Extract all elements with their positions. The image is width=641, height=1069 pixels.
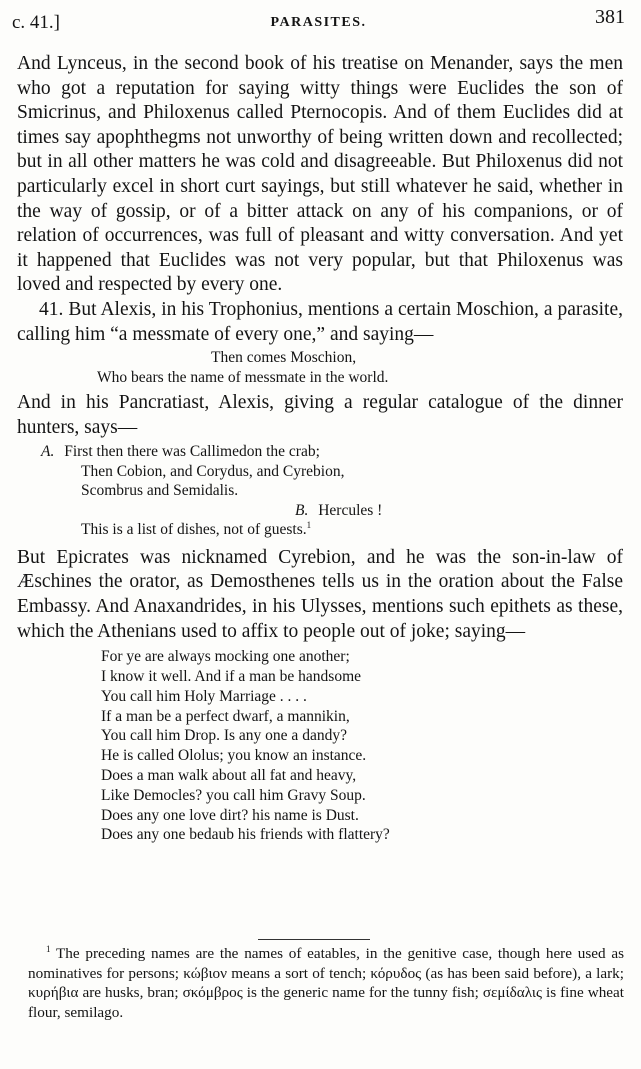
footnote [28, 944, 624, 1022]
verse-line: Hercules ! [318, 501, 383, 519]
verse-line: Then comes Moschion, [211, 349, 357, 367]
verse-catalogue [17, 442, 623, 540]
verse-line: For ye are always mocking one another; [101, 648, 350, 666]
running-title: PARASITES. [270, 15, 367, 30]
paragraph-epicrates: But Epicrates was nicknamed Cyrebion, and he was the son-in-law of Æschines the orator, as Demosthenes tells us in the oration about the False Embassy. And Anaxandrides, in his Ulysses, mentions such epithets as these, which the Athenians used to affix to people out of joke; saying— [17, 546, 623, 642]
verse-line: Does any one love dirt? his name is Dust. [101, 806, 359, 824]
verse-line: If a man be a perfect dwarf, a mannikin, [101, 707, 350, 725]
footnote-text: The preceding names are the names of eatables, in the genitive case, though here used as nominatives for persons; κώβιον means a sort of tench; κόρυδος (as has been said before), a lark; κυρήβια are husks, bran; σκόμβρος is the generic name for the tunny fish; σεμίδαλις is fine wheat flour, semilago. [28, 945, 624, 1021]
verse-line: Like Democles? you call him Gravy Soup. [101, 786, 366, 804]
footnote-reference: 1 [306, 520, 312, 531]
footnote-divider [258, 939, 370, 940]
paragraph-pancratiast: And in his Pancratiast, Alexis, giving a regular catalogue of the dinner hunters, says— [17, 392, 623, 438]
verse-anaxandrides [17, 647, 623, 845]
speaker-label: A. [41, 443, 55, 461]
verse-line: Who bears the name of messmate in the world. [97, 368, 389, 386]
running-header [12, 6, 625, 32]
verse-line: You call him Drop. Is any one a dandy? [101, 727, 347, 745]
chapter-marker: c. 41.] [12, 12, 61, 33]
verse-line: This is a list of dishes, not of guests. [81, 521, 307, 539]
verse-line: First then there was Callimedon the crab; [64, 443, 320, 461]
paragraph-lynceus: And Lynceus, in the second book of his treatise on Menander, says the men who got a reputation for saying witty things were Euclides the son of Smicrinus, and Philoxenus called Pternocopis. And of them Euclides did at times say apophthegms not unworthy of being written down and recollected; but in all other matters he was cold and disagreeable. But Philoxenus did not particularly excel in short curt sayings, but still whatever he said, whether in the way of gossip, or of a bitter attack on any of his companions, or of relation of occurrences, was full of pleasant and witty conversation. And yet it happened that Euclides was not very popular, but that Philoxenus was loved and respected by every one. [17, 53, 623, 296]
verse-line: I know it well. And if a man be handsome [101, 667, 362, 685]
verse-line: Scombrus and Semidalis. [81, 482, 239, 500]
verse-line: He is called Ololus; you know an instance. [101, 747, 367, 765]
paragraph-alexis-trophonius: 41. But Alexis, in his Trophonius, mentions a certain Moschion, a parasite, calling him “a messmate of every one,” and saying— [17, 298, 623, 345]
page-number: 381 [595, 6, 625, 28]
verse-line: Then Cobion, and Corydus, and Cyrebion, [81, 462, 345, 480]
verse-line: You call him Holy Marriage . . . . [101, 687, 307, 705]
footnote-mark: 1 [46, 943, 51, 954]
verse-line: Does a man walk about all fat and heavy, [101, 766, 357, 784]
verse-moschion [17, 348, 623, 387]
page-body [17, 52, 623, 845]
speaker-label: B. [295, 501, 309, 519]
verse-line: Does any one bedaub his friends with flattery? [101, 826, 390, 844]
